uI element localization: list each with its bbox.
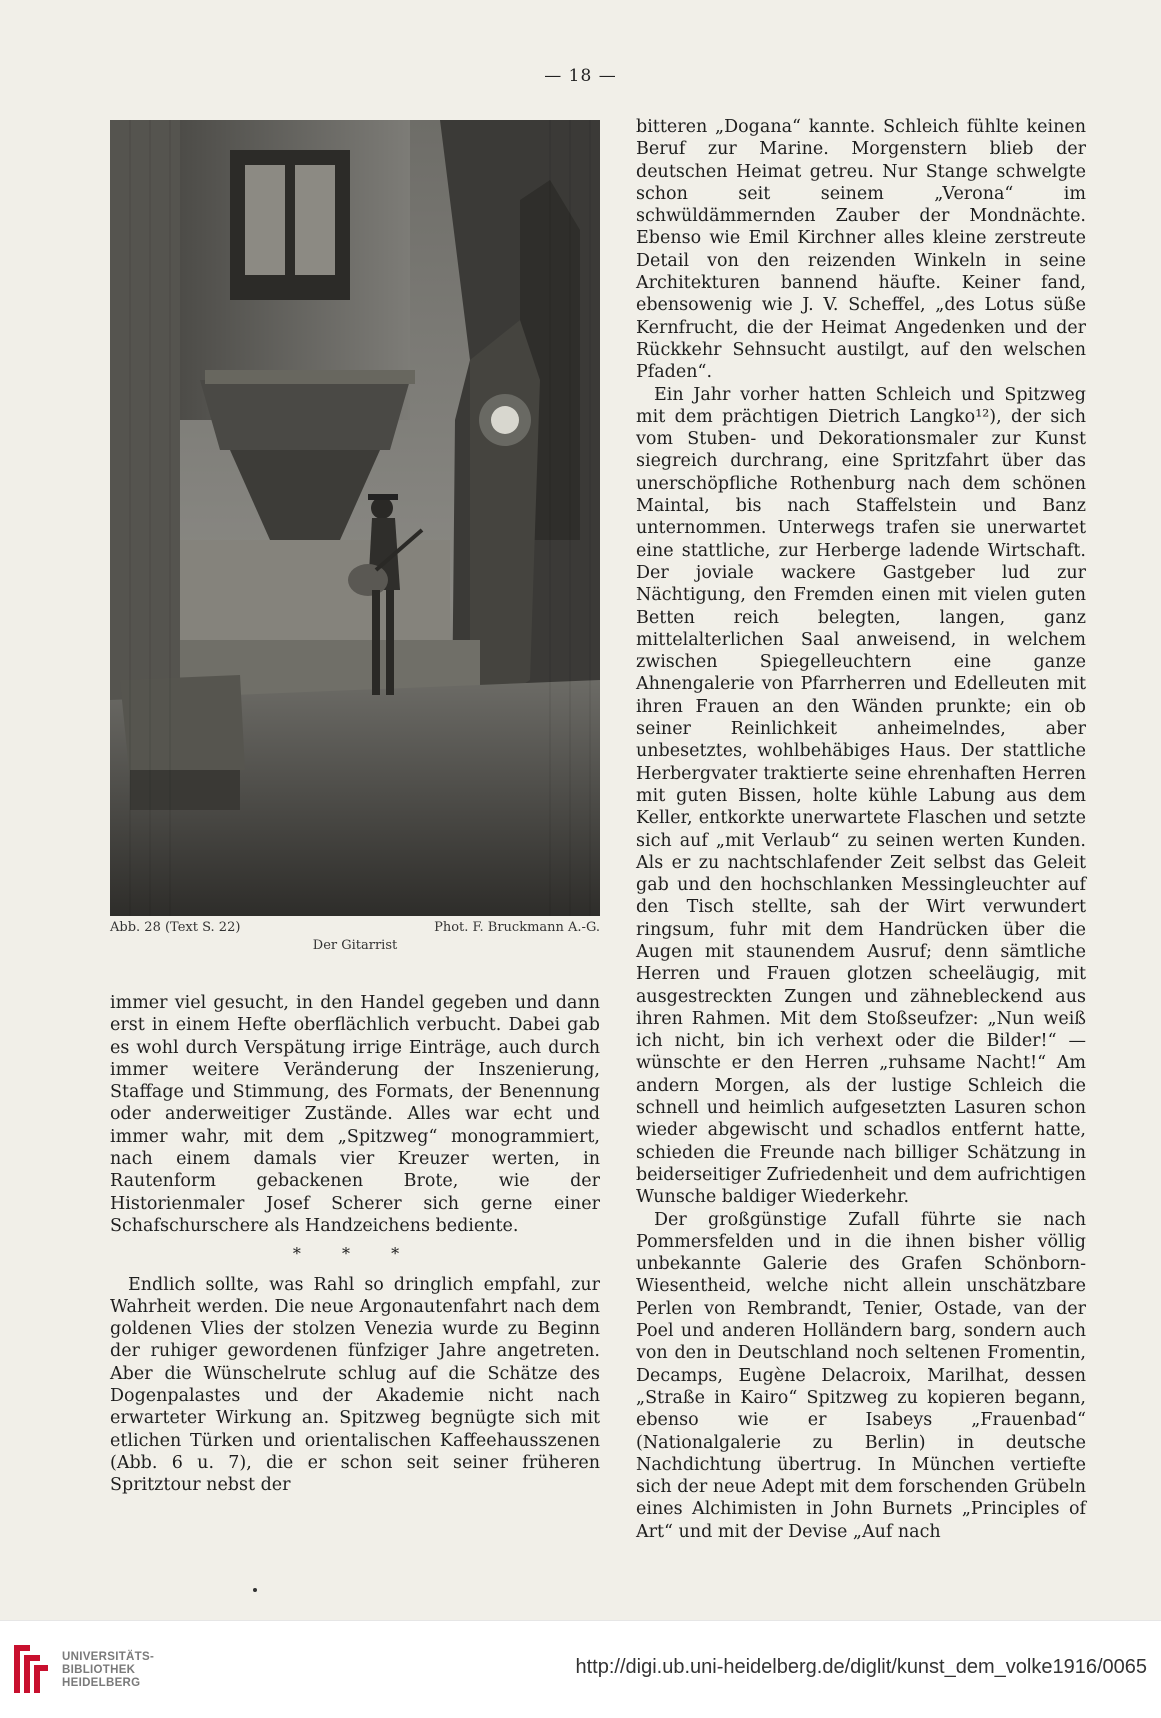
figure-title: Der Gitarrist [312, 938, 398, 953]
right-text-column [636, 116, 1086, 1543]
speck [253, 1588, 257, 1592]
figure-illustration [110, 120, 600, 916]
library-name-line: HEIDELBERG [62, 1677, 141, 1689]
guitarist-engraving [110, 120, 600, 916]
photo-credit: Phot. F. Bruckmann A.-G. [434, 920, 600, 935]
paragraph: bitteren „Dogana“ kannte. Schleich fühlte keinen Beruf zur Marine. Morgenstern blieb der deutschen Heimat getreu. Nur Stange schwelgte schon seit seinem „Verona“ im schwüldämmernden Zauber der Mondnächte. Ebenso wie Emil Kirchner alles kleine zerstreute Detail von den reizenden Winkeln in seine Architekturen bannend häufte. Keiner fand, ebensowenig wie J. V. Scheffel, „des Lotus süße Kernfrucht, die der Heimat Angedenken und der Rückkehr Sehnsucht austilgt, auf den welschen Pfaden“. [636, 117, 1086, 383]
figure-number: Abb. 28 (Text S. 22) [110, 920, 241, 935]
left-text-column [110, 992, 600, 1497]
section-separator: * * * [292, 1244, 418, 1264]
library-name-line: UNIVERSITÄTS- [62, 1651, 155, 1663]
paragraph: Der großgünstige Zufall führte sie nach Pommersfelden und in die ihnen bisher völlig unbekannte Galerie des Grafen Schönborn-Wiesentheid, welche nicht allein unschätzbare Perlen von Rembrandt, Tenier, Ostade, van der Poel und anderen Holländern barg, sondern auch von den in Deutschland noch seltenen Fromentin, Decamps, Eugène Delacroix, Marilhat, dessen „Straße in Kairo“ Spitzweg zu kopieren begann, ebenso wie er Isabeys „Frauenbad“ (Nationalgalerie zu Berlin) in deutsche Nachdichtung übertrug. In München vertiefte sich der neue Adept mit dem forschenden Grübeln eines Alchimisten in John Burnets „Principles of Art“ und mit der Devise „Auf nach [636, 1209, 1086, 1542]
library-name[interactable] [62, 1651, 154, 1690]
library-footer [0, 1620, 1161, 1718]
paragraph: immer viel gesucht, in den Handel gegeben und dann erst in einem Hefte oberflächlich verbucht. Dabei gab es wohl durch Verspätung irrige Einträge, auch durch immer weitere Veränderung der Inszenierung, Staffage und Stimmung, des Formats, der Benennung oder anderweitiger Zustände. Alles war echt und immer wahr, mit dem „Spitzweg“ monogrammiert, nach einem damals vier Kreuzer werten, in Rautenform gebackenen Brote, wie der Historienmaler Josef Scherer sich gerne einer Schafschurschere als Handzeichens bediente. [110, 993, 600, 1236]
paragraph: Ein Jahr vorher hatten Schleich und Spitzweg mit dem prächtigen Dietrich Langko¹²), der sich vom Stuben- und Dekorationsmaler zur Kunst siegreich durchrang, eine Spritzfahrt über das unerschöpfliche Rothenburg nach dem schönen Maintal, bis nach Staffelstein und Banz unternommen. Unterwegs trafen sie unerwartet eine stattliche, zur Herberge ladende Wirtschaft. Der joviale wackere Gastgeber lud zur Nächtigung, den Fremden einen mit vielen guten Betten reich belegten, langen, ganz mittelalterlichen Saal anweisend, in welchem zwischen Spiegelleuchtern eine ganze Ahnengalerie von Pfarrherren und Edelleuten mit ihren Frauen an den Wänden prunkte; ein ob seiner Reinlichkeit anheimelndes, aber unbesetztes, wohlbehäbiges Haus. Der stattliche Herbergvater traktierte seine ehrenhaften Herren mit guten Bissen, holte kühle Labung aus dem Keller, entkorkte unerwartete Flaschen und setzte sich auf „mit Verlaub“ zu seinen werten Kunden. Als er zu nachtschlafender Zeit selbst das Geleit gab und den hochschlanken Messingleuchter auf den Tisch stellte, sah der Wirt verwundert ringsum, fuhr mit dem Handrücken über die Augen mit staunendem Ausruf; denn sämtliche Herren und Frauen glotzen scheeläugig, mit ausgestreckten Zungen und zähnebleckend aus ihren Rahmen. Mit dem Stoßseufzer: „Nun weiß ich nicht, bin ich verhext oder die Bilder!“ — wünschte er den Herren „ruhsame Nacht!“ Am andern Morgen, als der lustige Schleich die schnell und heimlich aufgesetzten Lasuren schon wieder abgewischt und schadlos entfernt hatte, schieden die Freunde nach billiger Schätzung in beiderseitiger Zufriedenheit und dem aufrichtigen Wunsche baldiger Wiederkehr. [636, 384, 1086, 1208]
university-logo-icon[interactable] [10, 1643, 50, 1695]
permalink-url[interactable]: http://digi.ub.uni-heidelberg.de/diglit/kunst_dem_volke1916/0065 [575, 1656, 1147, 1678]
paragraph: Endlich sollte, was Rahl so dringlich empfahl, zur Wahrheit werden. Die neue Argonautenfahrt nach dem goldenen Vlies der stolzen Venezia wurde zu Beginn der ruhiger gewordenen fünfziger Jahre angetreten. Aber die Wünschelrute schlug auf die Schätze des Dogenpalastes und der Akademie nicht nach erwarteter Wirkung an. Spitzweg begnügte sich mit etlichen Türken und orientalischen Kaffeehausszenen (Abb. 6 u. 7), die er schon seit seiner früheren Spritztour nebst der [110, 1274, 600, 1496]
page-number: — 18 — [544, 66, 617, 86]
library-name-line: BIBLIOTHEK [62, 1664, 136, 1676]
